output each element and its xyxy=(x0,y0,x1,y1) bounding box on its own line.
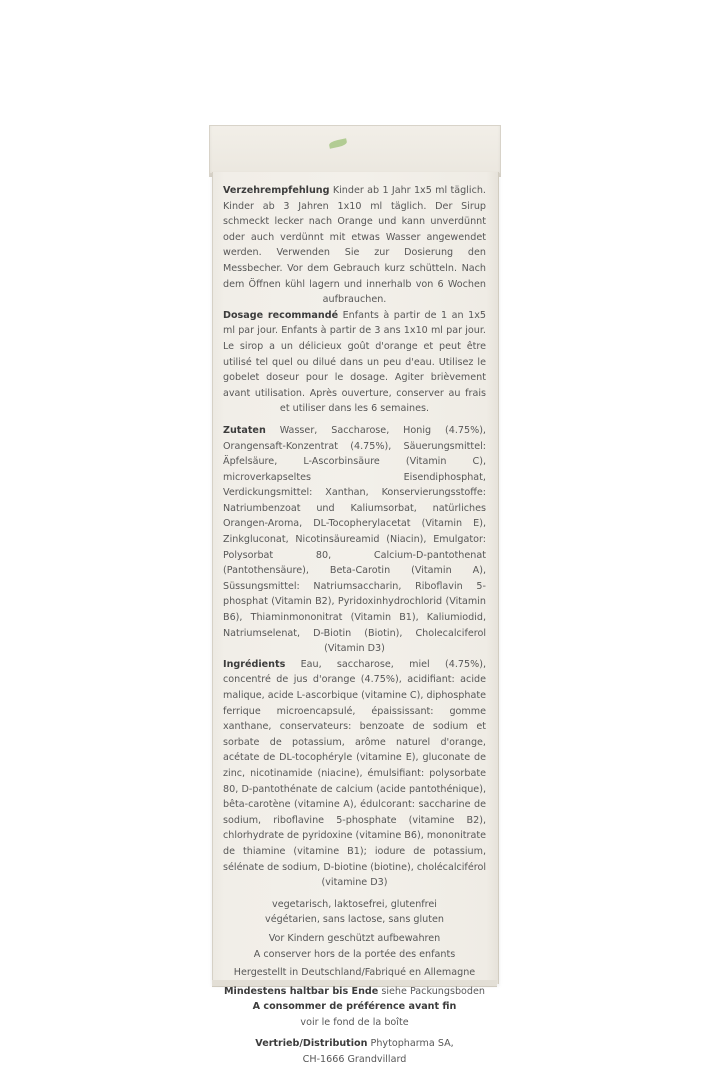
distribution-city: CH-1666 Grandvillard xyxy=(302,1054,407,1066)
distribution-company: Phytopharma SA, xyxy=(370,1038,454,1050)
bestbefore-de-text: siehe Packungsboden xyxy=(381,985,485,997)
dosage-de xyxy=(223,183,486,308)
brand-mark-icon xyxy=(352,130,362,164)
dosage-de-text: Kinder ab 1 Jahr 1x5 ml täglich. Kinder ab 3 Jahren 1x10 ml täglich. Der Sirup schmeckt lecker nach Orange und kann unverdünnt oder auch verdünnt mit etwas Wasser angewendet werden. Verwenden Sie zur Dosierung den Messbecher. Vor dem Gebrauch kurz schütteln. Nach dem Öffnen kühl lagern und innerhalb von 6 Wochen aufbrauchen. xyxy=(223,185,486,306)
bestbefore-de xyxy=(223,984,486,1000)
dosage-fr-text: Enfants à partir de 1 an 1x5 ml par jour. Enfants à partir de 3 ans 1x10 ml par jour. Le sirop a un délicieux goût d'orange et peut être utilisé tel quel ou dilué dans un peu d'eau. Utilisez le gobelet doseur pour le dosage. Agiter brièvement avant utilisation. Après ouverture, conserver au frais et utiliser dans les 6 semaines. xyxy=(223,309,487,415)
diet-fr: végétarien, sans lactose, sans gluten xyxy=(265,914,444,926)
ingredients-fr-text: Eau, saccharose, miel (4.75%), concentré de jus d'orange (4.75%), acidifiant: acide malique, acide L-ascorbique (vitamine C), diphosphate ferrique microencapsulé, épaississant: gomme xanthane, conservateurs: benzoate de sodium et sorbate de potassium, arôme naturel d'orange, acétate de DL-tocophéryle (vitamine E), gluconate de zinc, nicotinamide (niacine), émulsifiant: polysorbate 80, D-pantothénate de calcium (acide pantothénique), bêta-carotène (vitamine A), édulcorant: saccharine de sodium, riboflavine 5-phosphate (vitamine B2), chlorhydrate de pyridoxine (vitamine B6), mononitrate de thiamine (vitamine B1); iodure de potassium, sélénate de sodium, D-biotine (biotine), cholécalciférol (vitamine D3) xyxy=(223,658,486,889)
ingredients-de xyxy=(223,423,486,657)
bestbefore-fr-heading: A consommer de préférence avant fin xyxy=(252,1001,457,1013)
distribution-line xyxy=(223,1036,486,1052)
label-text-panel xyxy=(223,183,486,1068)
distribution-heading: Vertrieb/Distribution xyxy=(255,1038,368,1050)
bestbefore-fr-heading-line xyxy=(223,999,486,1015)
dosage-fr xyxy=(223,308,486,417)
storage-fr: A conserver hors de la portée des enfants xyxy=(253,948,456,960)
storage-de: Vor Kindern geschützt aufbewahren xyxy=(268,932,441,944)
ingredients-fr-heading: Ingrédients xyxy=(223,658,286,670)
ingredients-de-text: Wasser, Saccharose, Honig (4.75%), Orangensaft-Konzentrat (4.75%), Säuerungsmittel: Äpfelsäure, L-Ascorbinsäure (Vitamin C), microverkapseltes Eisendiphosphat, Verdickungsmittel: Xanthan, Konservierungsstoffe: Natriumbenzoat und Kaliumsorbat, natürliches Orangen-Aroma, DL-Tocopherylacetat (Vitamin E), Zinkgluconat, Nicotinsäureamid (Niacin), Emulgator: Polysorbat 80, Calcium-D-pantothenat (Pantothensäure), Beta-Carotin (Vitamin A), Süssungsmittel: Natriumsaccharin, Riboflavin 5-phosphat (Vitamin B2), Pyridoxinhydrochlorid (Vitamin B6), Thiaminmononitrat (Vitamin B1), Kaliumiodid, Natriumselenat, D-Biotin (Biotin), Cholecalciferol (Vitamin D3) xyxy=(223,424,486,655)
diet-de: vegetarisch, laktosefrei, glutenfrei xyxy=(272,898,437,910)
ingredients-de-heading: Zutaten xyxy=(223,424,266,436)
bestbefore-fr-text: voir le fond de la boîte xyxy=(300,1016,409,1028)
origin-text: Hergestellt in Deutschland/Fabriqué en Allemagne xyxy=(233,967,476,979)
dosage-fr-heading: Dosage recommandé xyxy=(223,309,339,321)
dosage-de-heading: Verzehrempfehlung xyxy=(223,185,330,196)
bestbefore-de-heading: Mindestens haltbar bis Ende xyxy=(224,985,379,997)
ingredients-fr xyxy=(223,657,486,891)
